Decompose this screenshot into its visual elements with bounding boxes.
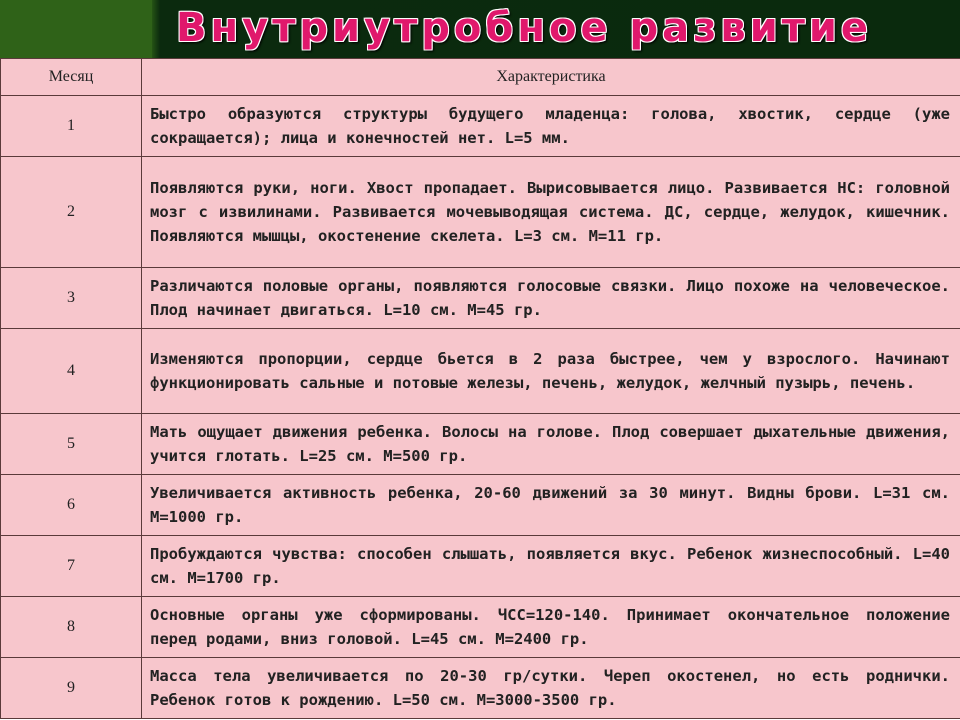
table-row bbox=[1, 268, 960, 329]
column-header-month: Месяц bbox=[1, 59, 142, 96]
table-row bbox=[1, 157, 960, 268]
month-cell: 5 bbox=[1, 414, 142, 475]
month-cell: 4 bbox=[1, 329, 142, 414]
description-cell: Мать ощущает движения ребенка. Волосы на голове. Плод совершает дыхательные движения, учится глотать. L=25 см. М=500 гр. bbox=[142, 414, 960, 475]
description-cell: Различаются половые органы, появляются голосовые связки. Лицо похоже на человеческое. Плод начинает двигаться. L=10 см. М=45 гр. bbox=[142, 268, 960, 329]
description-cell: Пробуждаются чувства: способен слышать, появляется вкус. Ребенок жизнеспособный. L=40 см. М=1700 гр. bbox=[142, 536, 960, 597]
banner-accent bbox=[0, 0, 152, 58]
description-cell: Быстро образуются структуры будущего младенца: голова, хвостик, сердце (уже сокращается); лица и конечностей нет. L=5 мм. bbox=[142, 96, 960, 157]
month-cell: 6 bbox=[1, 475, 142, 536]
description-cell: Изменяются пропорции, сердце бьется в 2 раза быстрее, чем у взрослого. Начинают функционировать сальные и потовые железы, печень, желудок, желчный пузырь, печень. bbox=[142, 329, 960, 414]
description-cell: Основные органы уже сформированы. ЧСС=120-140. Принимает окончательное положение перед родами, вниз головой. L=45 см. М=2400 гр. bbox=[142, 597, 960, 658]
table-row bbox=[1, 658, 960, 719]
table-row bbox=[1, 96, 960, 157]
development-table bbox=[0, 58, 960, 719]
description-cell: Появляются руки, ноги. Хвост пропадает. Вырисовывается лицо. Развивается НС: головной мозг с извилинами. Развивается мочевыводящая система. ДС, сердце, желудок, кишечник. Появляются мышцы, окостенение скелета. L=3 см. М=11 гр. bbox=[142, 157, 960, 268]
table-row bbox=[1, 597, 960, 658]
table-row bbox=[1, 475, 960, 536]
month-cell: 1 bbox=[1, 96, 142, 157]
month-cell: 7 bbox=[1, 536, 142, 597]
table-header-row bbox=[1, 59, 960, 96]
month-cell: 8 bbox=[1, 597, 142, 658]
description-cell: Масса тела увеличивается по 20-30 гр/сутки. Череп окостенел, но есть роднички. Ребенок готов к рождению. L=50 см. М=3000-3500 гр. bbox=[142, 658, 960, 719]
month-cell: 9 bbox=[1, 658, 142, 719]
table-row bbox=[1, 536, 960, 597]
table-row bbox=[1, 329, 960, 414]
month-cell: 3 bbox=[1, 268, 142, 329]
table-row bbox=[1, 414, 960, 475]
column-header-description: Характеристика bbox=[142, 59, 960, 96]
page-title: Внутриутробное развитие bbox=[176, 5, 873, 51]
title-banner bbox=[0, 0, 960, 58]
month-cell: 2 bbox=[1, 157, 142, 268]
description-cell: Увеличивается активность ребенка, 20-60 движений за 30 минут. Видны брови. L=31 см. М=1000 гр. bbox=[142, 475, 960, 536]
